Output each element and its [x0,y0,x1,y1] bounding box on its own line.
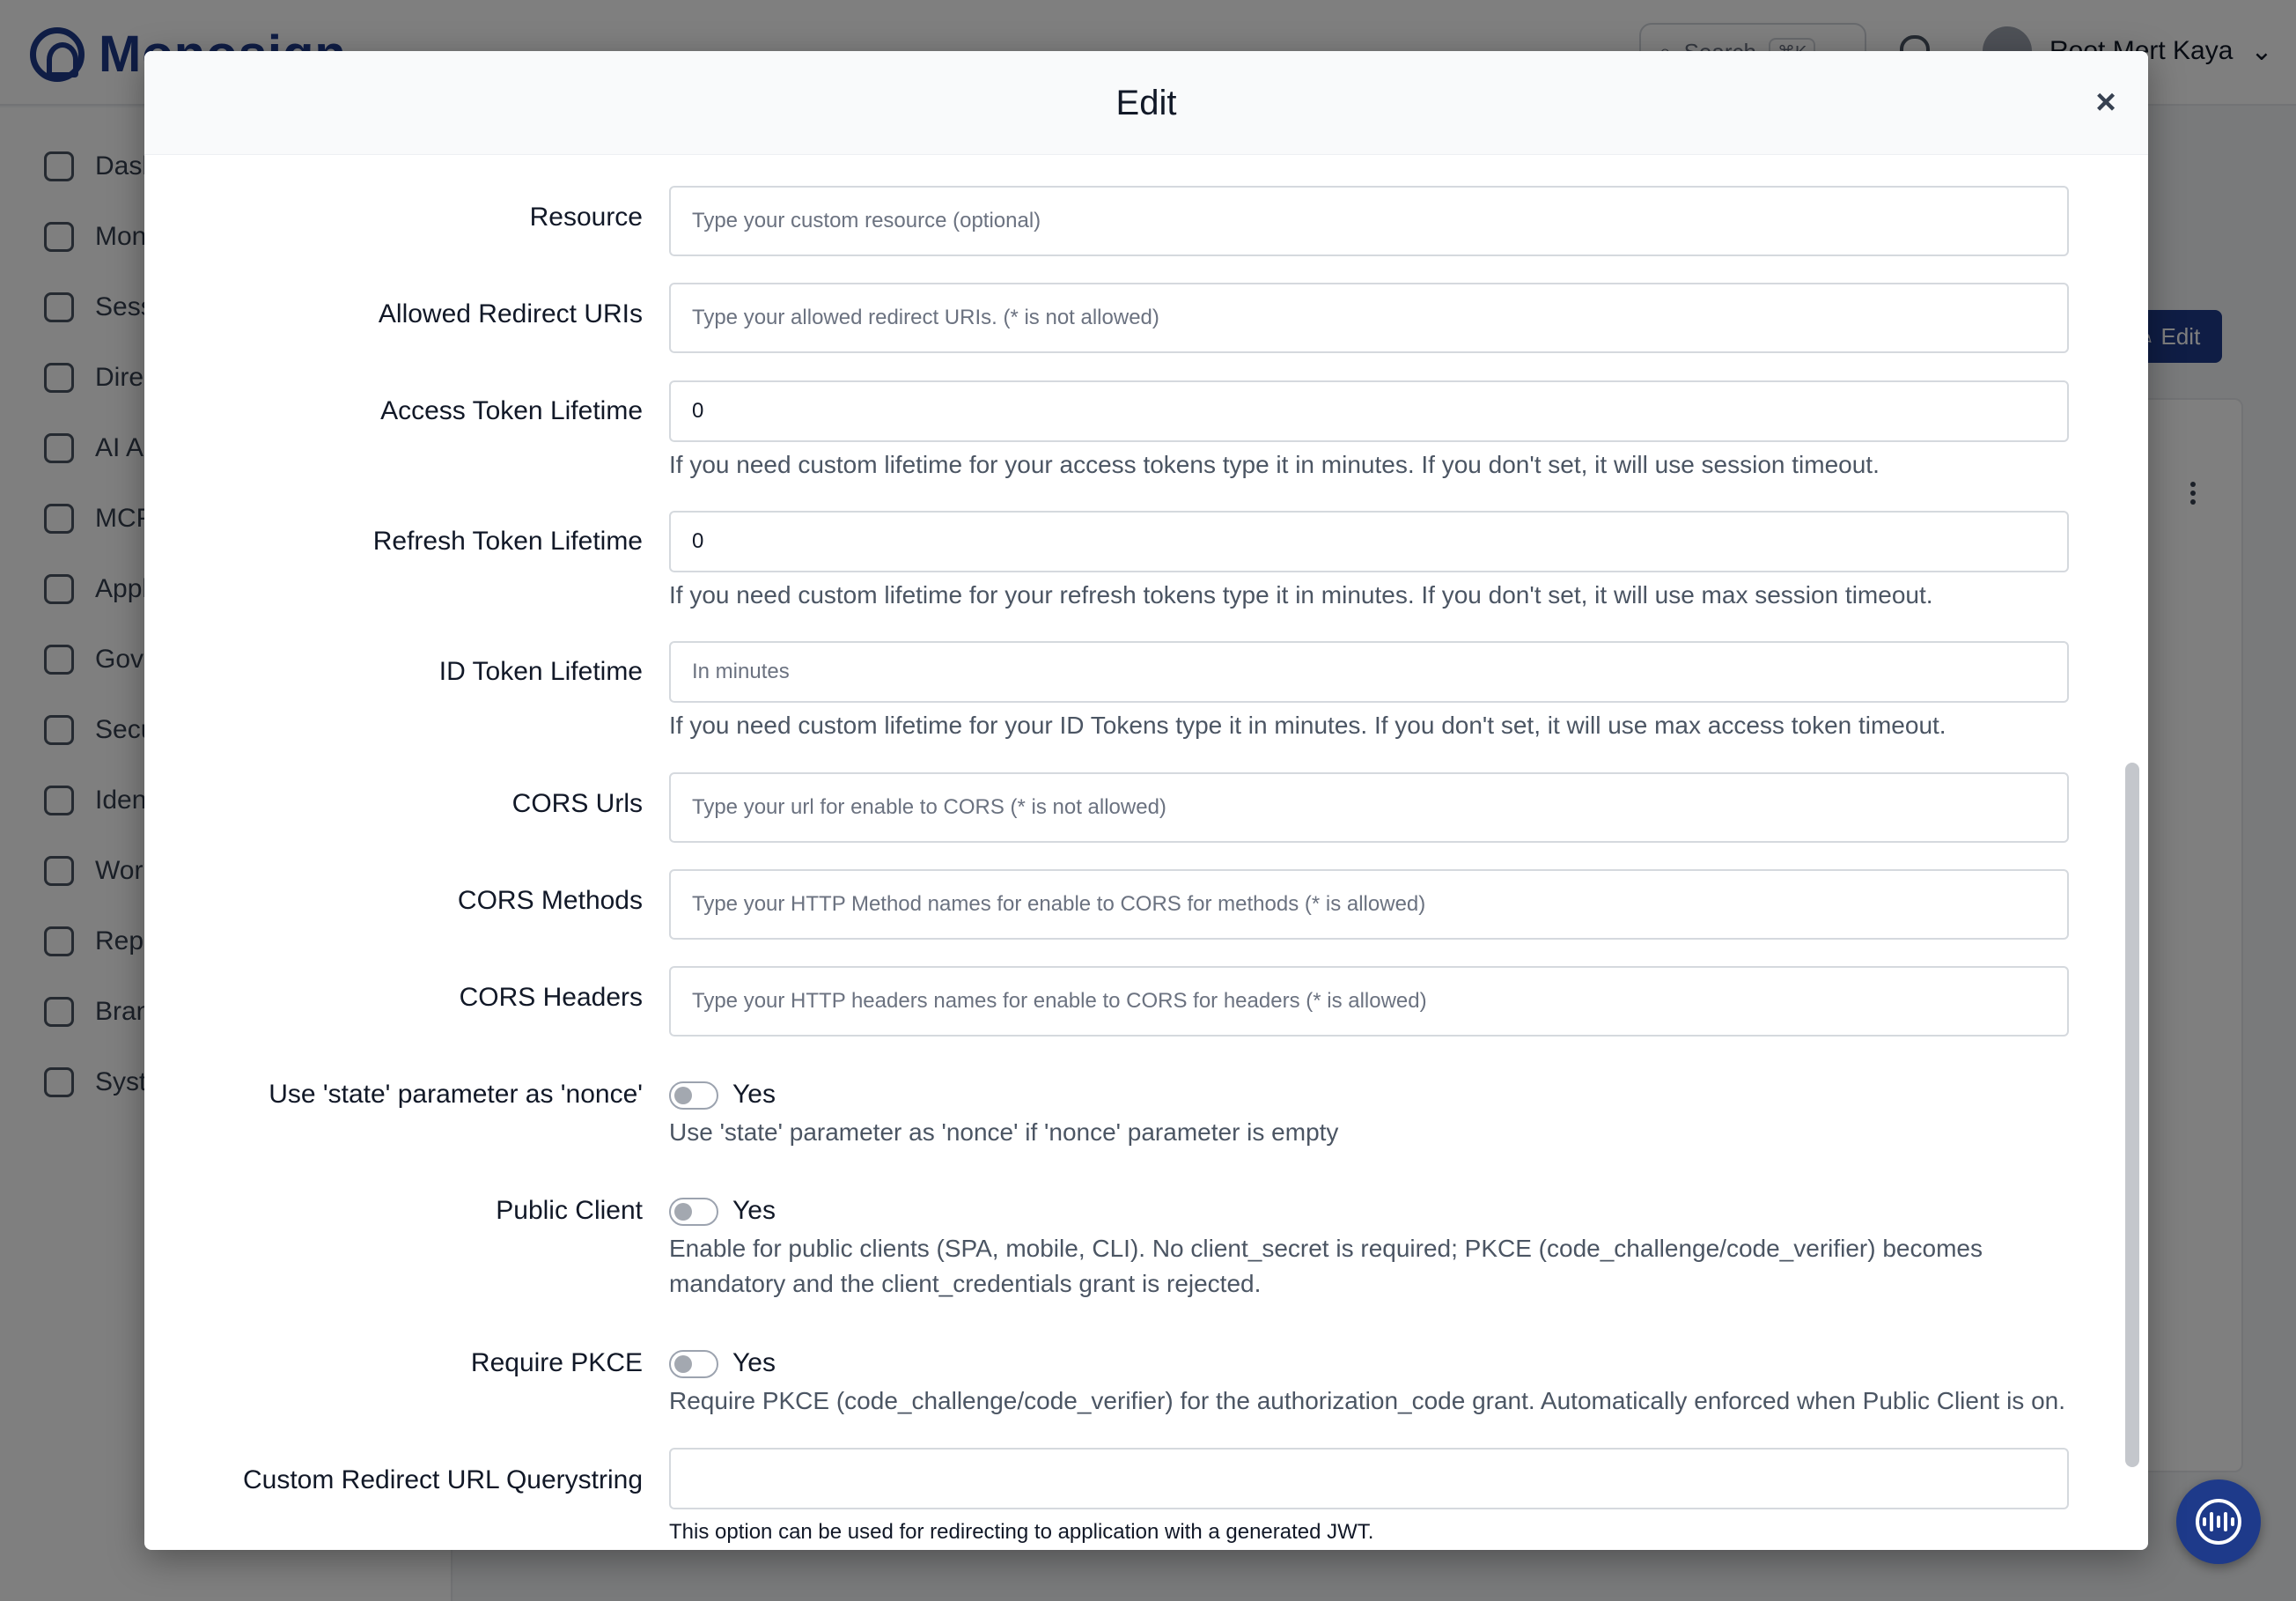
cors-urls-label: CORS Urls [511,789,643,818]
state-as-nonce-toggle[interactable] [669,1081,718,1110]
resource-input[interactable] [669,186,2069,256]
toggle-knob [674,1203,692,1221]
cors-urls-input[interactable] [669,772,2069,843]
public-client-label: Public Client [496,1196,643,1225]
refresh-token-lifetime-label: Refresh Token Lifetime [372,527,643,556]
cors-headers-label: CORS Headers [459,983,643,1012]
cors-headers-input[interactable] [669,966,2069,1037]
close-icon[interactable]: × [2095,83,2116,122]
refresh-token-lifetime-help: If you need custom lifetime for your refresh tokens type it in minutes. If you don't set, it will use max session timeout. [669,581,1933,609]
state-as-nonce-toggle-label: Yes [732,1080,776,1109]
state-as-nonce-label: Use 'state' parameter as 'nonce' [269,1080,643,1109]
public-client-toggle-label: Yes [732,1196,776,1225]
cors-methods-input[interactable] [669,869,2069,940]
access-token-lifetime-label: Access Token Lifetime [380,396,643,425]
require-pkce-toggle-label: Yes [732,1348,776,1377]
custom-redirect-querystring-label: Custom Redirect URL Querystring [242,1465,643,1494]
modal-header [144,51,2148,155]
custom-redirect-querystring-help: This option can be used for redirecting to application with a generated JWT. [669,1520,1374,1544]
custom-redirect-querystring-input[interactable] [669,1448,2069,1509]
assistant-button[interactable] [2176,1479,2261,1564]
access-token-lifetime-help: If you need custom lifetime for your access tokens type it in minutes. If you don't set, it will use session timeout. [669,451,1880,478]
cors-methods-label: CORS Methods [457,886,643,915]
require-pkce-label: Require PKCE [470,1348,643,1377]
modal-scrollbar[interactable] [2125,763,2139,1467]
public-client-toggle[interactable] [669,1198,718,1226]
toggle-knob [674,1087,692,1104]
refresh-token-lifetime-input[interactable] [669,511,2069,572]
edit-modal [144,51,2148,1550]
resource-label: Resource [529,203,643,232]
access-token-lifetime-input[interactable] [669,380,2069,442]
id-token-lifetime-label: ID Token Lifetime [438,657,643,686]
require-pkce-toggle[interactable] [669,1350,718,1378]
allowed-redirect-uris-label: Allowed Redirect URIs [378,299,643,328]
allowed-redirect-uris-input[interactable] [669,283,2069,353]
modal-title: Edit [1115,84,1177,122]
require-pkce-help: Require PKCE (code_challenge/code_verifier) for the authorization_code grant. Automatically enforced when Public Client is on. [669,1387,2066,1414]
public-client-help: Enable for public clients (SPA, mobile, CLI). No client_secret is required; PKCE (code_challenge/code_verifier) becomes mandatory and the client_credentials grant is rejected. [669,1235,1983,1297]
id-token-lifetime-input[interactable] [669,641,2069,703]
state-as-nonce-help: Use 'state' parameter as 'nonce' if 'nonce' parameter is empty [669,1118,1339,1146]
id-token-lifetime-help: If you need custom lifetime for your ID Tokens type it in minutes. If you don't set, it will use max access token timeout. [669,712,1946,739]
toggle-knob [674,1355,692,1373]
assistant-wave-icon [2196,1499,2241,1545]
